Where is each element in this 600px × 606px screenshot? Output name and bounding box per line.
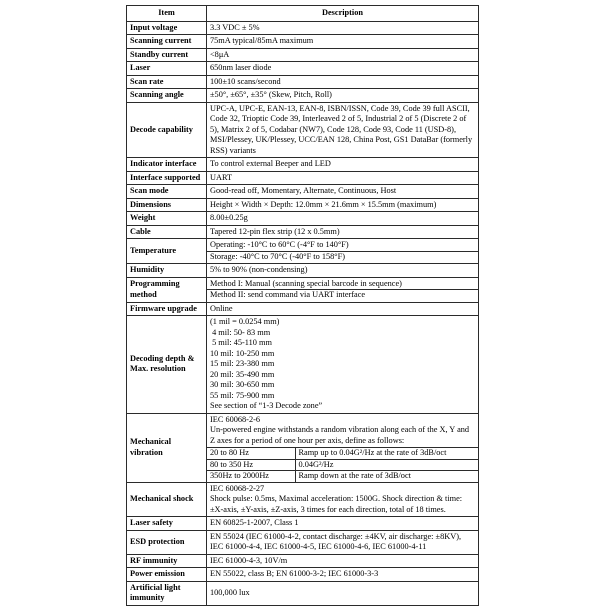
description-text-block <box>210 304 475 315</box>
table-row <box>127 185 479 199</box>
description-cell <box>207 239 479 264</box>
table-row <box>127 581 479 605</box>
description-cell <box>207 21 479 35</box>
description-cell <box>207 185 479 199</box>
description-line: 20 mil: 35-490 mm <box>210 369 275 379</box>
description-text-block <box>210 415 475 447</box>
item-cell: Artificial light immunity <box>127 581 207 605</box>
item-cell: Indicator interface <box>127 158 207 172</box>
description-line: Un-powered engine withstands a random vibration along each of the X, Y and Z axes for a period of one hour per axis, define as follows: <box>210 425 472 445</box>
column-header-description: Description <box>207 6 479 22</box>
description-cell <box>207 530 479 554</box>
description-text-block <box>210 173 475 184</box>
description-line: <8μA <box>210 49 230 59</box>
table-row <box>127 48 479 62</box>
description-cell <box>207 212 479 226</box>
description-cell <box>207 482 479 517</box>
table-row <box>127 554 479 568</box>
description-text-block <box>210 213 475 224</box>
description-text-block <box>210 240 475 251</box>
frequency-cell: 20 to 80 Hz <box>207 448 295 460</box>
description-line: ±X-axis, ±Y-axis, ±Z-axis, 3 times for each direction, total of 18 times. <box>210 504 446 514</box>
description-line: UART <box>210 172 233 182</box>
description-cell <box>207 554 479 568</box>
description-text-block <box>207 251 478 263</box>
description-cell <box>207 225 479 239</box>
description-cell <box>207 102 479 158</box>
description-line: Method I: Manual (scanning special barcode in sequence) <box>210 278 402 288</box>
description-text-block <box>210 569 475 580</box>
table-row <box>127 517 479 531</box>
description-text-block <box>210 23 475 34</box>
description-text-block <box>210 77 475 88</box>
subtable-row <box>207 459 478 471</box>
description-line: Method II: send command via UART interface <box>210 290 366 299</box>
spec-table <box>126 5 479 606</box>
item-cell: Temperature <box>127 239 207 264</box>
description-cell <box>207 568 479 582</box>
description-cell <box>207 48 479 62</box>
item-cell: Laser <box>127 62 207 76</box>
description-text-block <box>210 90 475 101</box>
description-line: See section of “1-3 Decode zone” <box>210 401 323 410</box>
description-text-block <box>210 200 475 211</box>
item-cell: Weight <box>127 212 207 226</box>
description-line: EN 55022, class B; EN 61000-3-2; IEC 61000-3-3 <box>210 569 379 578</box>
subtable-row <box>207 448 478 460</box>
description-line: EN 60825-1-2007, Class 1 <box>210 518 299 527</box>
spec-table-body <box>127 21 479 605</box>
response-cell: Ramp down at the rate of 3dB/oct <box>295 471 478 482</box>
item-cell: Mechanical shock <box>127 482 207 517</box>
item-cell: RF immunity <box>127 554 207 568</box>
item-cell: Decode capability <box>127 102 207 158</box>
item-cell: Scanning current <box>127 35 207 49</box>
table-row <box>127 75 479 89</box>
description-line: 650nm laser diode <box>210 63 272 72</box>
description-text-block <box>210 484 475 516</box>
description-cell <box>207 302 479 316</box>
table-row <box>127 277 479 302</box>
description-subtable-block <box>210 447 475 482</box>
frequency-cell: 350Hz to 2000Hz <box>207 471 295 482</box>
description-line: 55 mil: 75-900 mm <box>210 390 275 400</box>
description-line: 100±10 scans/second <box>210 76 281 86</box>
table-row <box>127 568 479 582</box>
description-line: To control external Beeper and LED <box>210 159 331 168</box>
description-text-block <box>210 63 475 74</box>
description-cell <box>207 517 479 531</box>
table-row <box>127 89 479 103</box>
frequency-cell: 80 to 350 Hz <box>207 459 295 471</box>
description-line: 8.00±0.25g <box>210 213 248 222</box>
description-line: 4 mil: 50- 83 mm <box>210 327 271 337</box>
table-row <box>127 62 479 76</box>
description-line: Shock pulse: 0.5ms, Maximal acceleration: 1500G. Shock direction & time: <box>210 494 463 503</box>
item-cell: Input voltage <box>127 21 207 35</box>
description-line: Height × Width × Depth: 12.0mm × 21.6mm × 15.5mm (maximum) <box>210 199 437 209</box>
description-line: 10 mil: 10-250 mm <box>210 348 275 358</box>
description-line: 5% to 90% (non-condensing) <box>210 265 308 274</box>
item-cell: Scanning angle <box>127 89 207 103</box>
description-cell <box>207 171 479 185</box>
vibration-subtable <box>207 447 478 482</box>
description-cell <box>207 316 479 414</box>
description-cell <box>207 264 479 278</box>
description-cell <box>207 62 479 76</box>
item-cell: Firmware upgrade <box>127 302 207 316</box>
description-text-block <box>210 104 475 157</box>
description-line: IEC 60068-2-6 <box>210 414 261 424</box>
item-cell: Dimensions <box>127 198 207 212</box>
item-cell: Mechanical vibration <box>127 413 207 482</box>
table-row <box>127 482 479 517</box>
description-cell <box>207 158 479 172</box>
item-cell: Humidity <box>127 264 207 278</box>
table-row <box>127 413 479 482</box>
item-cell: Power emission <box>127 568 207 582</box>
table-row <box>127 264 479 278</box>
header-row <box>127 6 479 22</box>
table-row <box>127 198 479 212</box>
subtable-row <box>207 471 478 482</box>
spec-table-head <box>127 6 479 22</box>
description-text-block <box>210 532 475 553</box>
description-text-block <box>210 518 475 529</box>
item-cell: Interface supported <box>127 171 207 185</box>
response-cell: 0.04G²/Hz <box>295 459 478 471</box>
item-cell: Decoding depth & Max. resolution <box>127 316 207 414</box>
table-row <box>127 21 479 35</box>
item-cell: Programming method <box>127 277 207 302</box>
description-cell <box>207 198 479 212</box>
table-row <box>127 171 479 185</box>
table-row <box>127 225 479 239</box>
item-cell: Scan mode <box>127 185 207 199</box>
description-text-block <box>207 289 478 301</box>
description-text-block <box>210 159 475 170</box>
table-row <box>127 102 479 158</box>
table-row <box>127 316 479 414</box>
table-row <box>127 158 479 172</box>
table-row <box>127 530 479 554</box>
description-cell <box>207 413 479 482</box>
description-line: Good-read off, Momentary, Alternate, Continuous, Host <box>210 186 397 195</box>
description-cell <box>207 89 479 103</box>
item-cell: Scan rate <box>127 75 207 89</box>
item-cell: ESD protection <box>127 530 207 554</box>
description-text-block <box>210 556 475 567</box>
description-line: (1 mil = 0.0254 mm) <box>210 317 280 326</box>
item-cell: Cable <box>127 225 207 239</box>
column-header-item: Item <box>127 6 207 22</box>
description-cell <box>207 35 479 49</box>
description-line: 30 mil: 30-650 mm <box>210 380 275 389</box>
description-line: UPC-A, UPC-E, EAN-13, EAN-8, ISBN/ISSN, Code 39, Code 39 full ASCII, Code 32, Trioptic Code 39, Interleaved 2 of 5, Industrial 2 of 5 (Discrete 2 of 5), Matrix 2 of 5, Codabar (NW7), Code 128, Code 93, Code 11 (USD-8), MSI/Plessey, UK/Plessey, UCC/EAN 128, China Post, GS1 DataBar (formerly RSS) variants <box>210 103 475 155</box>
description-line: ±50°, ±65°, ±35° (Skew, Pitch, Roll) <box>210 90 332 99</box>
description-text-block <box>210 265 475 276</box>
description-text-block <box>210 50 475 61</box>
table-row <box>127 212 479 226</box>
description-line: 5 mil: 45-110 mm <box>210 338 272 347</box>
table-row <box>127 35 479 49</box>
description-cell <box>207 581 479 605</box>
table-row <box>127 239 479 264</box>
description-line: Online <box>210 303 233 313</box>
item-cell: Standby current <box>127 48 207 62</box>
description-text-block <box>210 317 475 412</box>
item-cell: Laser safety <box>127 517 207 531</box>
description-line: 75mA typical/85mA maximum <box>210 36 314 45</box>
description-line: Operating: -10°C to 60°C (-4°F to 140°F) <box>210 240 349 249</box>
description-text-block <box>210 36 475 47</box>
description-text-block <box>210 227 475 238</box>
description-line: IEC 61000-4-3, 10V/m <box>210 555 288 565</box>
description-line: 15 mil: 23-380 mm <box>210 359 275 368</box>
description-line: IEC 60068-2-27 <box>210 483 265 493</box>
description-text-block <box>210 279 475 290</box>
description-cell <box>207 75 479 89</box>
description-line: 3.3 VDC ± 5% <box>210 22 260 32</box>
description-line: Storage: -40°C to 70°C (-40°F to 158°F) <box>210 251 345 261</box>
response-cell: Ramp up to 0.04G²/Hz at the rate of 3dB/oct <box>295 448 478 460</box>
description-line: Tapered 12-pin flex strip (12 x 0.5mm) <box>210 226 340 236</box>
description-cell <box>207 277 479 302</box>
description-line: 100,000 lux <box>210 587 250 597</box>
description-line: EN 55024 (IEC 61000-4-2, contact discharge: ±4KV, air discharge: ±8KV), IEC 61000-4-4, IEC 61000-4-5, IEC 61000-4-6, IEC 61000-4-11 <box>210 531 464 551</box>
description-text-block <box>210 186 475 197</box>
description-text-block <box>210 588 475 599</box>
table-row <box>127 302 479 316</box>
